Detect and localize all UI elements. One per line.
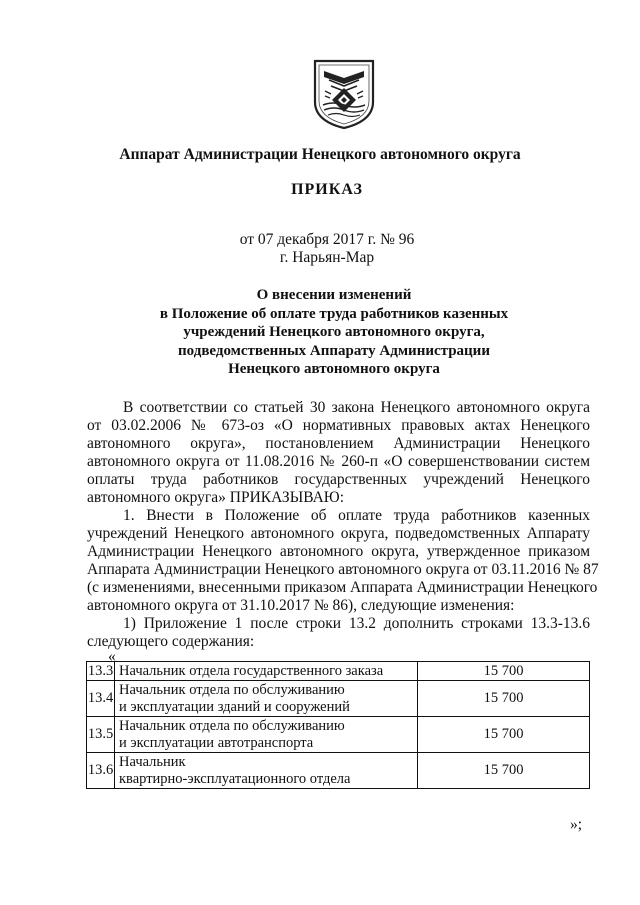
position-name-line: Начальник отдела по обслуживанию <box>119 681 345 698</box>
position-name-line: Начальник отдела государственного заказа <box>119 662 384 679</box>
paragraph-line: (с изменениями, внесенными приказом Аппарата Администрации Ненецкого <box>87 579 598 596</box>
position-name <box>115 753 418 789</box>
position-name-line: квартирно-эксплуатационного отдела <box>119 770 351 787</box>
position-name-line: и эксплуатации автотранспорта <box>119 734 314 751</box>
paragraph-line: В соответствии со статьей 30 закона Ненецкого автономного округа <box>123 399 590 416</box>
paragraph-line: автономного округа от 31.10.2017 № 86), следующие изменения: <box>87 597 515 614</box>
salary-value: 15 700 <box>418 717 590 753</box>
paragraph-subitem-1 <box>87 615 590 651</box>
subject-line: подведомственных Аппарату Администрации <box>178 342 490 359</box>
paragraph-line: 1) Приложение 1 после строки 13.2 дополнить строками 13.3-13.6 <box>123 615 590 632</box>
positions-table <box>86 661 590 789</box>
paragraph-line: Аппарата Администрации Ненецкого автономного округа от 03.11.2016 № 87 <box>87 561 599 578</box>
subject-line: О внесении изменений <box>256 287 412 303</box>
subject-line: в Положение об оплате труда работников казенных <box>159 305 509 322</box>
row-number: 13.4 <box>87 681 115 717</box>
position-name <box>115 662 418 681</box>
coat-of-arms-emblem <box>311 58 377 130</box>
salary-value: 15 700 <box>418 753 590 789</box>
quote-close: »; <box>570 816 583 833</box>
salary-value: 15 700 <box>418 681 590 717</box>
paragraph-line: учреждений Ненецкого автономного округа, подведомственных Аппарату <box>87 525 590 542</box>
organization-name: Аппарат Администрации Ненецкого автономного округа <box>119 146 521 163</box>
salary-value: 15 700 <box>418 662 590 681</box>
document-subject <box>0 286 640 379</box>
quote-open: « <box>108 648 116 665</box>
document-type: ПРИКАЗ <box>291 181 363 198</box>
paragraph-line: автономного округа от 11.08.2016 № 260-п «О совершенствовании систем <box>87 453 590 470</box>
table-row <box>87 753 590 789</box>
document-city: г. Нарьян-Мар <box>279 249 375 266</box>
paragraph-preamble <box>87 399 590 507</box>
position-name-line: Начальник <box>119 753 186 770</box>
position-name-line: Начальник отдела по обслуживанию <box>119 717 345 734</box>
paragraph-line: от 03.02.2006 № 673-оз «О нормативных правовых актах Ненецкого <box>87 417 590 434</box>
position-name <box>115 717 418 753</box>
position-name-line: и эксплуатации зданий и сооружений <box>119 698 350 715</box>
subject-line: учреждений Ненецкого автономного округа, <box>183 324 485 340</box>
paragraph-line: автономного округа», постановлением Администрации Ненецкого <box>87 435 590 452</box>
row-number: 13.6 <box>87 753 115 789</box>
table-row <box>87 717 590 753</box>
subject-line: Ненецкого автономного округа <box>228 361 440 377</box>
paragraph-line: оплаты труда работников государственных учреждений Ненецкого <box>87 471 590 488</box>
paragraph-line: 1. Внести в Положение об оплате труда работников казенных <box>123 507 590 524</box>
row-number: 13.5 <box>87 717 115 753</box>
table-row <box>87 681 590 717</box>
position-name <box>115 681 418 717</box>
paragraph-item-1 <box>87 507 599 615</box>
document-date-number: от 07 декабря 2017 г. № 96 <box>239 231 415 248</box>
table-row <box>87 662 590 681</box>
row-number: 13.3 <box>87 662 114 679</box>
paragraph-line: Администрации Ненецкого автономного округа, утвержденное приказом <box>87 543 590 560</box>
paragraph-line: автономного округа» ПРИКАЗЫВАЮ: <box>87 489 344 506</box>
paragraph-line: следующего содержания: <box>87 633 255 650</box>
